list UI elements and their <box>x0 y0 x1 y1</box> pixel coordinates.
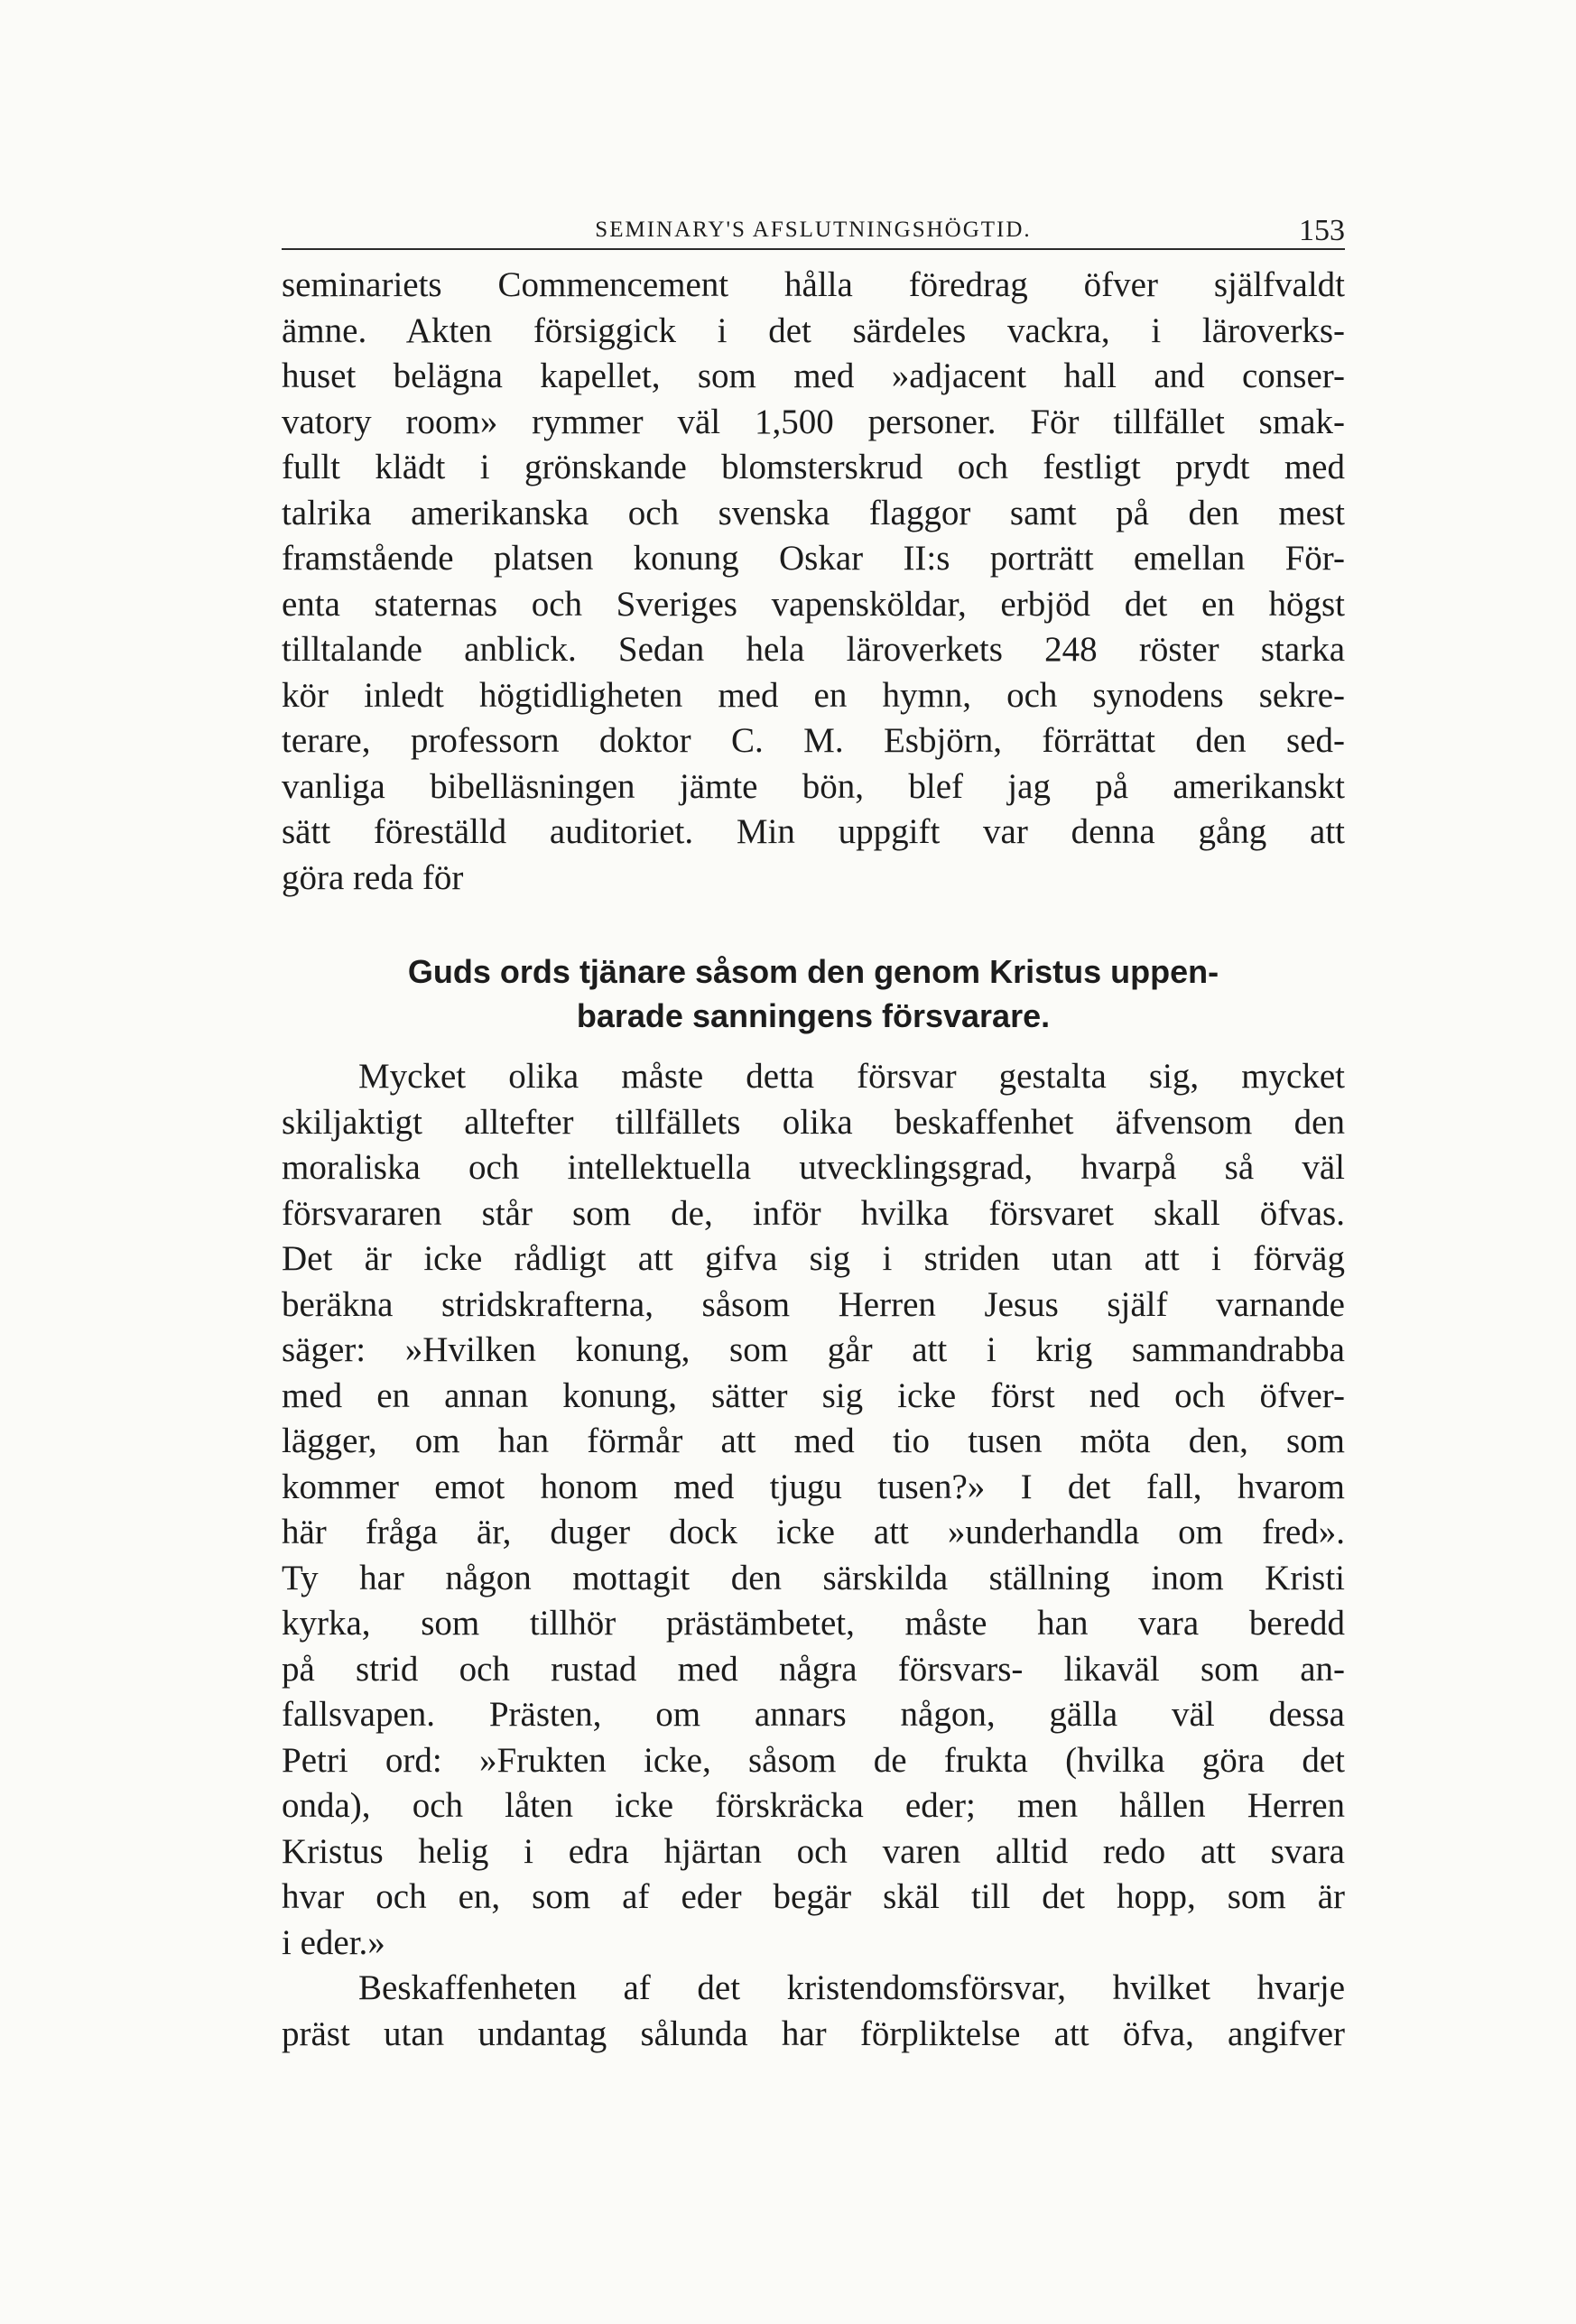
text-line: göra reda för <box>282 857 464 897</box>
text-line: Mycket olika måste detta försvar gestalta sig, mycket <box>358 1057 1345 1096</box>
text-line: här fråga är, duger dock icke att »underhandla om fred». <box>282 1513 1345 1551</box>
text-line: i eder.» <box>282 1922 385 1962</box>
text-line: Beskaffenheten af det kristendomsförsvar, hvilket hvarje <box>358 1968 1345 2007</box>
text-line: ämne. Akten försiggick i det särdeles vackra, i läroverks- <box>282 310 1345 350</box>
text-line: med en annan konung, sätter sig icke först ned och öfver- <box>282 1375 1345 1415</box>
text-line: kyrka, som tillhör prästämbetet, måste han vara beredd <box>282 1604 1345 1643</box>
text-line: Petri ord: »Frukten icke, såsom de frukta (hvilka göra det <box>282 1740 1345 1780</box>
text-line: hvar och en, som af eder begär skäl till det hopp, som är <box>282 1877 1345 1916</box>
text-line: moraliska och intellektuella utvecklingsgrad, hvarpå så väl <box>282 1148 1345 1187</box>
text-line: talrika amerikanska och svenska flaggor samt på den mest <box>282 493 1345 532</box>
text-line: sätt föreställd auditoriet. Min uppgift var denna gång att <box>282 812 1345 851</box>
page-number: 153 <box>1299 214 1345 247</box>
text-line: onda), och låten icke förskräcka eder; men hållen Herren <box>282 1786 1345 1825</box>
text-line: kör inledt högtidligheten med en hymn, och synodens sekre- <box>282 675 1345 715</box>
text-line: Det är icke rådligt att gifva sig i striden utan att i förväg <box>282 1239 1345 1278</box>
text-line: Kristus helig i edra hjärtan och varen alltid redo att svara <box>282 1831 1345 1871</box>
text-line: tilltalande anblick. Sedan hela läroverkets 248 röster starka <box>282 630 1345 669</box>
paragraph-2 <box>282 1054 1345 1966</box>
text-line: enta staternas och Sveriges vapensköldar, erbjöd det en högst <box>282 584 1345 624</box>
book-page <box>282 194 1345 2057</box>
text-line: Ty har någon mottagit den särskilda ställning inom Kristi <box>282 1558 1345 1597</box>
text-line: skiljaktigt alltefter tillfällets olika beskaffenhet äfvensom den <box>282 1102 1345 1142</box>
text-line: huset belägna kapellet, som med »adjacent hall and conser- <box>282 356 1345 395</box>
text-line: säger: »Hvilken konung, som går att i krig sammandrabba <box>282 1330 1345 1369</box>
text-line: framstående platsen konung Oskar II:s porträtt emellan För- <box>282 539 1345 578</box>
heading-line: barade sanningens försvarare. <box>576 997 1051 1034</box>
text-line: vatory room» rymmer väl 1,500 personer. För tillfället smak- <box>282 402 1345 441</box>
text-line: på strid och rustad med några försvars- likaväl som an- <box>282 1649 1345 1689</box>
running-title: SEMINARY'S AFSLUTNINGSHÖGTID. <box>595 218 1032 242</box>
paragraph-3 <box>282 1966 1345 2057</box>
text-line: vanliga bibelläsningen jämte bön, blef jag på amerikanskt <box>282 766 1345 806</box>
section-heading <box>282 949 1345 1038</box>
running-head <box>282 194 1345 250</box>
heading-line: Guds ords tjänare såsom den genom Kristus uppen- <box>407 953 1219 990</box>
text-line: kommer emot honom med tjugu tusen?» I det fall, hvarom <box>282 1467 1345 1506</box>
text-line: präst utan undantag sålunda har förpliktelse att öfva, angifver <box>282 2014 1345 2053</box>
text-line: fullt klädt i grönskande blomsterskrud och festligt prydt med <box>282 448 1345 486</box>
text-line: fallsvapen. Prästen, om annars någon, gälla väl dessa <box>282 1695 1345 1734</box>
text-line: terare, professorn doktor C. M. Esbjörn, förrättat den sed- <box>282 721 1345 760</box>
text-line: lägger, om han förmår att med tio tusen möta den, som <box>282 1421 1345 1460</box>
text-line: seminariets Commencement hålla föredrag öfver själfvaldt <box>282 265 1345 304</box>
paragraph-1 <box>282 263 1345 901</box>
text-line: försvararen står som de, inför hvilka försvaret skall öfvas. <box>282 1193 1345 1233</box>
text-line: beräkna stridskrafterna, såsom Herren Jesus själf varnande <box>282 1284 1345 1324</box>
